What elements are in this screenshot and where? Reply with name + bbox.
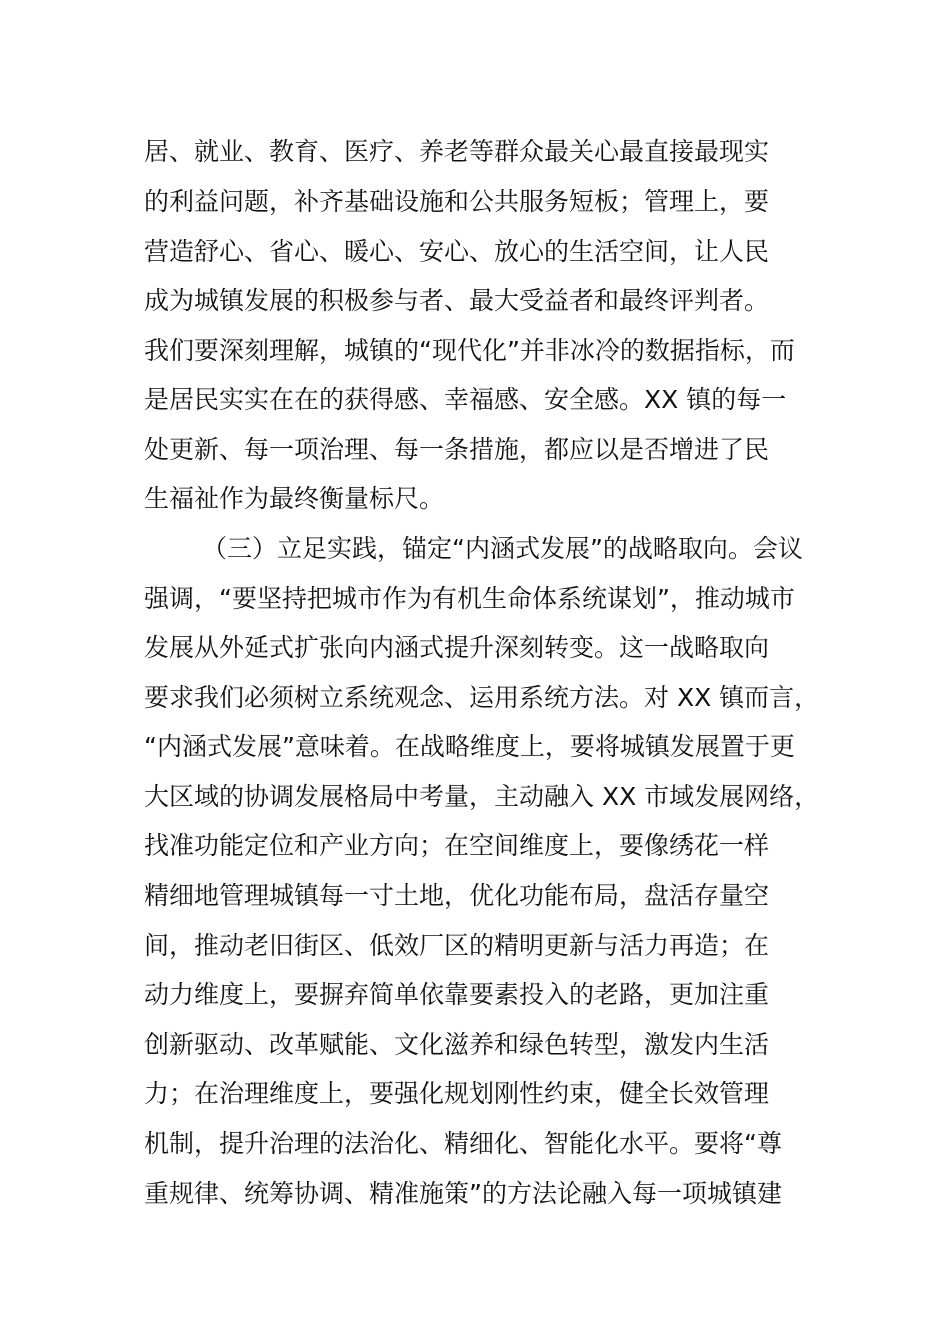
text-line: 精细地管理城镇每一寸土地，优化功能布局，盘活存量空 <box>144 881 770 910</box>
text-line: 居、就业、教育、医疗、养老等群众最关心最直接最现实 <box>144 137 770 166</box>
text-line: 营造舒心、省心、暖心、安心、放心的生活空间，让人民 <box>144 237 770 266</box>
text-line: 间，推动老旧街区、低效厂区的精明更新与活力再造；在 <box>144 931 770 960</box>
text-line: 发展从外延式扩张向内涵式提升深刻转变。这一战略取向 <box>144 633 770 662</box>
text-line: 重规律、统筹协调、精准施策”的方法论融入每一项城镇建 <box>144 1179 782 1208</box>
text-line: 的利益问题，补齐基础设施和公共服务短板；管理上，要 <box>144 187 770 216</box>
text-line: 成为城镇发展的积极参与者、最大受益者和最终评判者。 <box>144 286 770 315</box>
text-line: 机制，提升治理的法治化、精细化、智能化水平。要将“尊 <box>144 1129 782 1158</box>
text-line: 是居民实实在在的获得感、幸福感、安全感。XX 镇的每一 <box>144 385 787 414</box>
text-line: “内涵式发展”意味着。在战略维度上，要将城镇发展置于更 <box>144 732 795 761</box>
text-line: 力；在治理维度上，要强化规划刚性约束，健全长效管理 <box>144 1079 770 1108</box>
text-line: 动力维度上，要摒弃简单依靠要素投入的老路，更加注重 <box>144 980 770 1009</box>
text-line: 我们要深刻理解，城镇的“现代化”并非冰冷的数据指标，而 <box>144 336 795 365</box>
text-line: 强调，“要坚持把城市作为有机生命体系统谋划”，推动城市 <box>144 584 795 613</box>
text-line: 创新驱动、改革赋能、文化滋养和绿色转型，激发内生活 <box>144 1030 770 1059</box>
text-line: 要求我们必须树立系统观念、运用系统方法。对 XX 镇而言， <box>144 683 820 712</box>
text-line: 找准功能定位和产业方向；在空间维度上，要像绣花一样 <box>144 831 770 860</box>
paragraph-heading-line: （三）立足实践，锚定“内涵式发展”的战略取向。会议 <box>202 534 803 563</box>
text-line: 生福祉作为最终衡量标尺。 <box>144 484 445 513</box>
text-line: 大区域的协调发展格局中考量，主动融入 XX 市域发展网络， <box>144 782 820 811</box>
text-line: 处更新、每一项治理、每一条措施，都应以是否增进了民 <box>144 435 770 464</box>
